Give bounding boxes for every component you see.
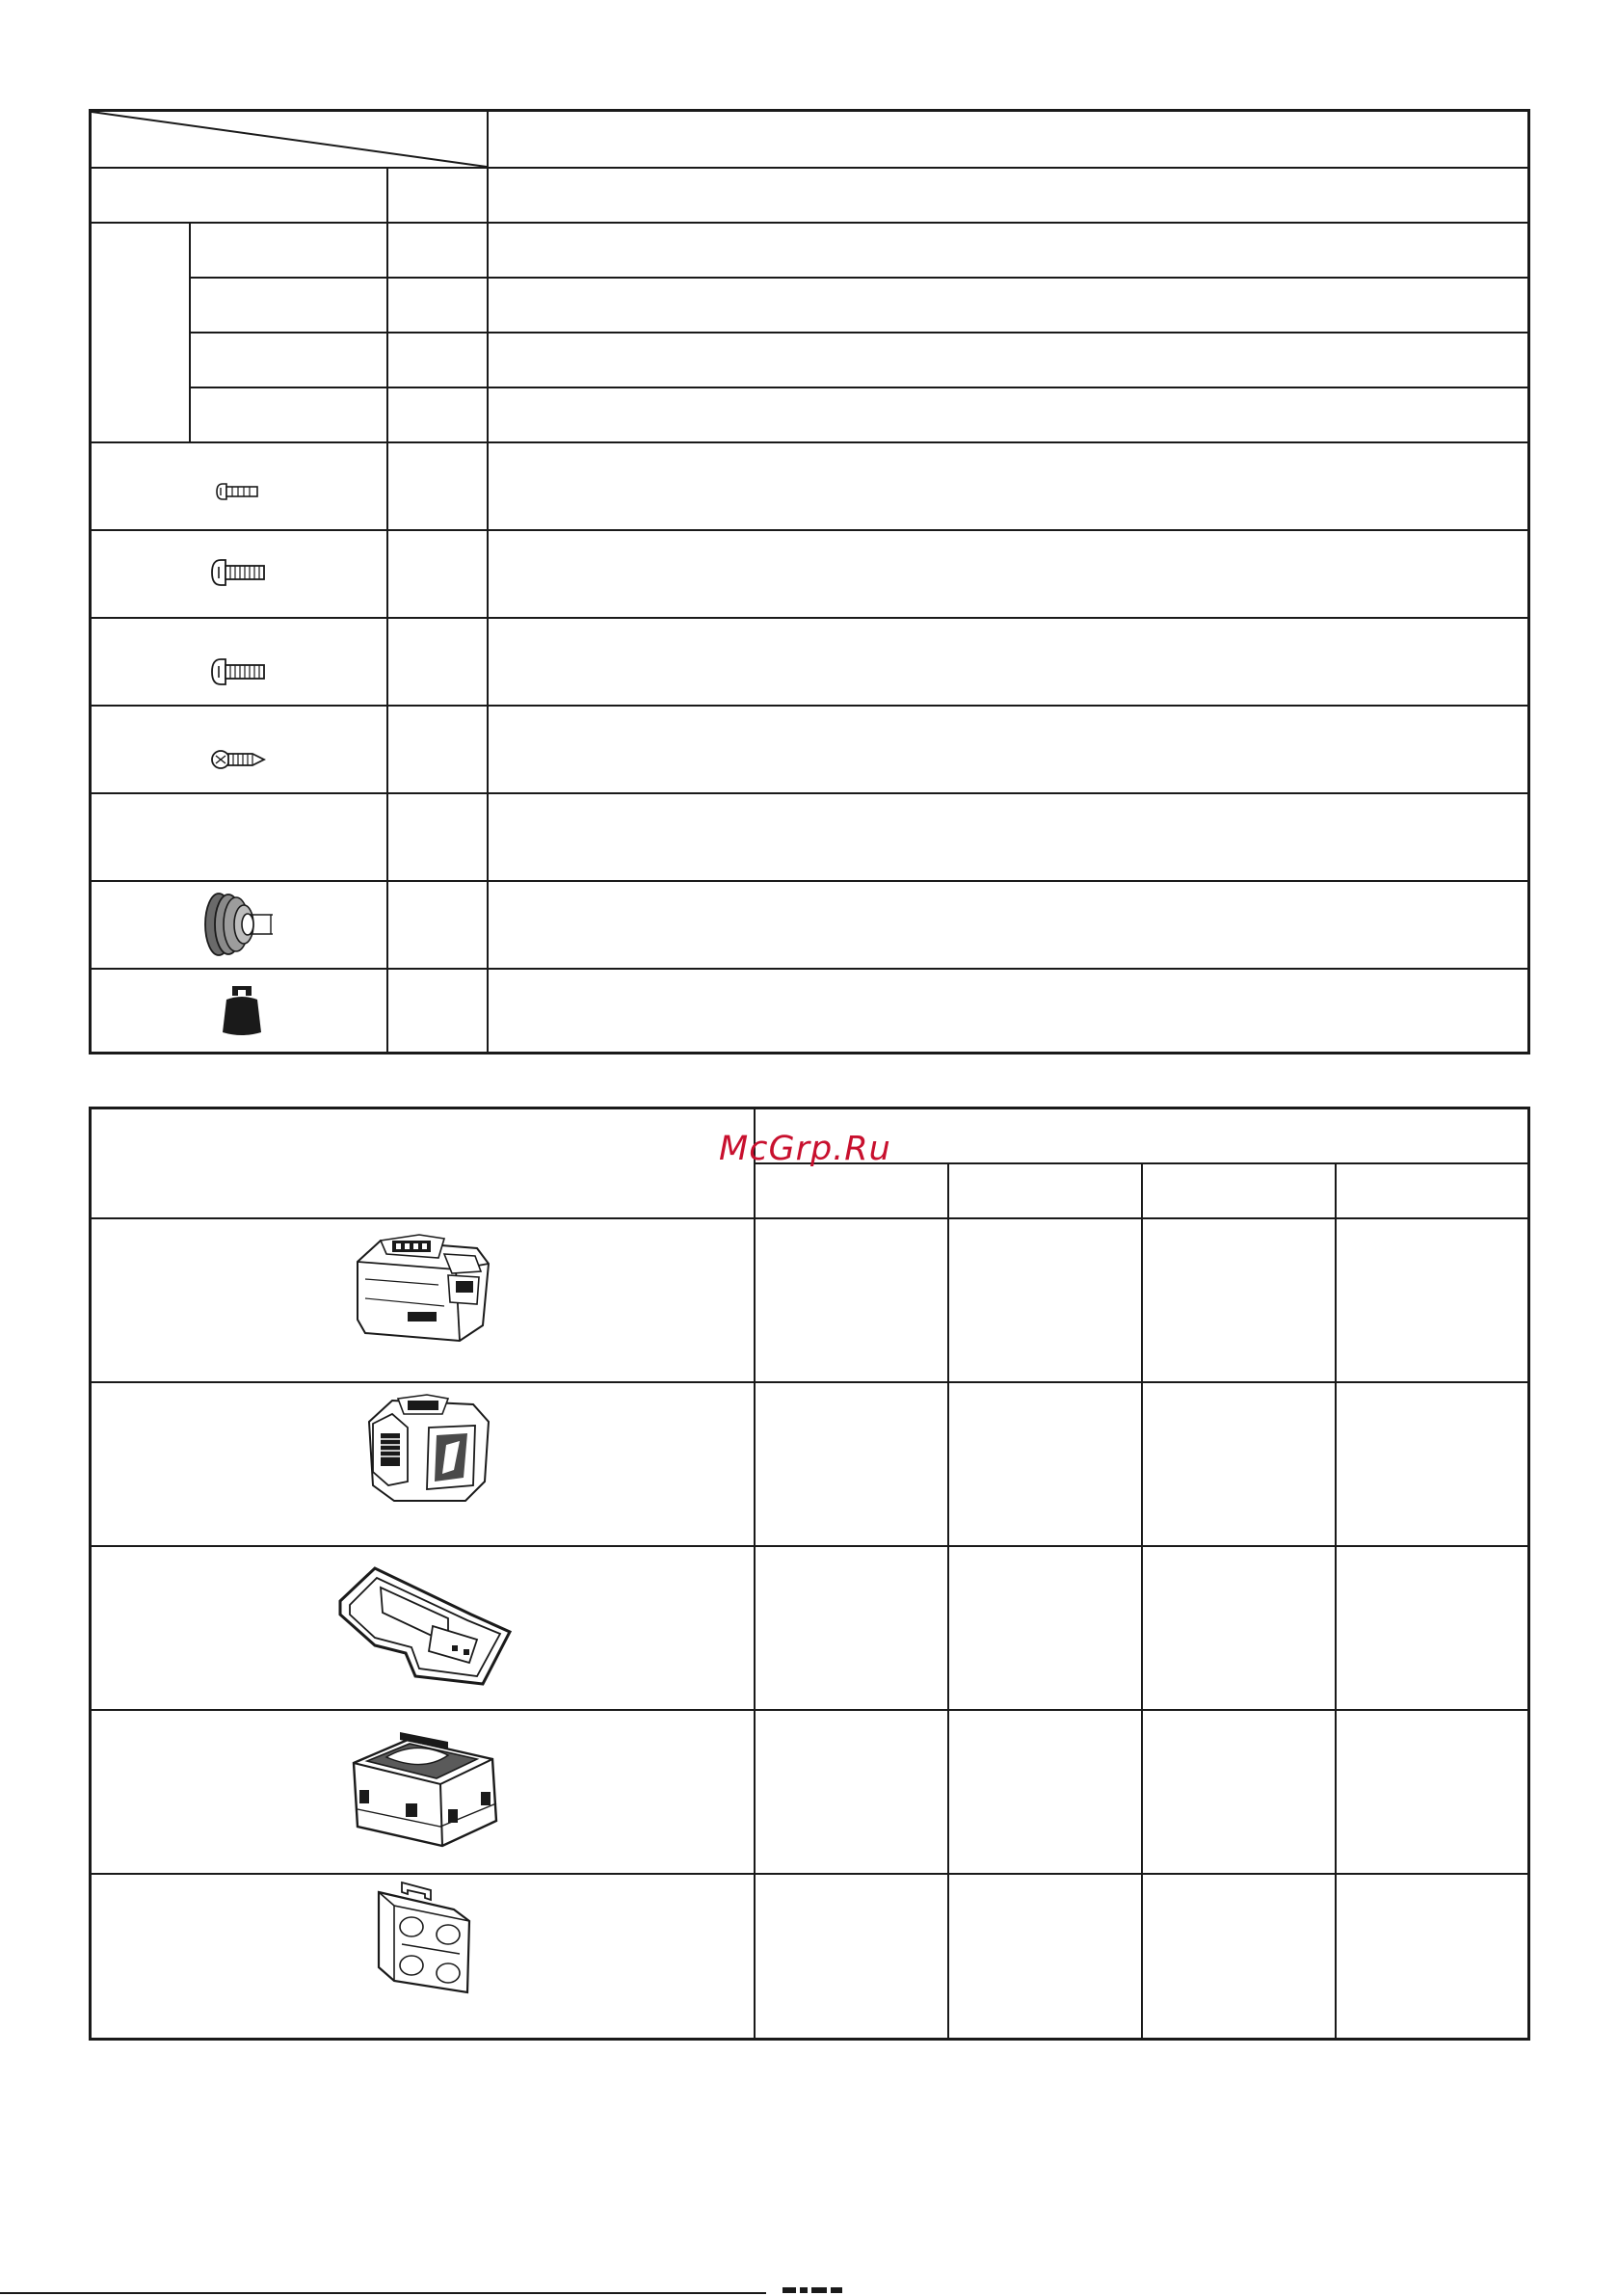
column-divider [947,1162,949,2038]
column-divider [1141,1162,1143,2038]
footer-rule [0,2292,766,2294]
column-divider [754,1109,756,2038]
row-divider [92,705,1527,707]
row-divider [92,529,1527,531]
carrying-case-icon [373,1877,479,1998]
tapping-screw-icon [210,747,268,772]
row-divider [92,1545,1527,1547]
footer-mark-icon [782,2285,850,2295]
watermark: McGrp.Ru [719,1130,891,1168]
row-divider [92,1709,1527,1711]
case-inlay-icon [336,1562,514,1688]
nozzle-roll-icon [199,890,280,959]
row-divider [92,880,1527,882]
column-divider [189,222,191,441]
system-case-icon [348,1721,500,1852]
row-divider [189,277,1527,279]
row-divider [92,167,1527,169]
accessories-table [89,1107,1530,2041]
row-divider [92,1873,1527,1875]
diagonal-header-line [92,112,487,168]
row-divider [92,1217,1527,1219]
row-divider [92,441,1527,443]
battery-icon [359,1393,494,1507]
charger-icon [352,1219,494,1347]
row-divider [92,1381,1527,1383]
row-divider [92,968,1527,970]
cap-icon [217,982,267,1040]
row-divider [189,387,1527,388]
medium-pan-head-screw-icon [211,657,269,686]
specification-table [89,109,1530,1055]
row-divider [189,332,1527,334]
row-divider [92,792,1527,794]
column-divider [386,167,388,1052]
row-divider [92,222,1527,224]
column-divider [487,112,489,1052]
medium-pan-head-screw-icon [211,558,269,587]
column-divider [1335,1162,1337,2038]
small-pan-head-screw-icon [215,481,261,502]
row-divider [92,617,1527,619]
